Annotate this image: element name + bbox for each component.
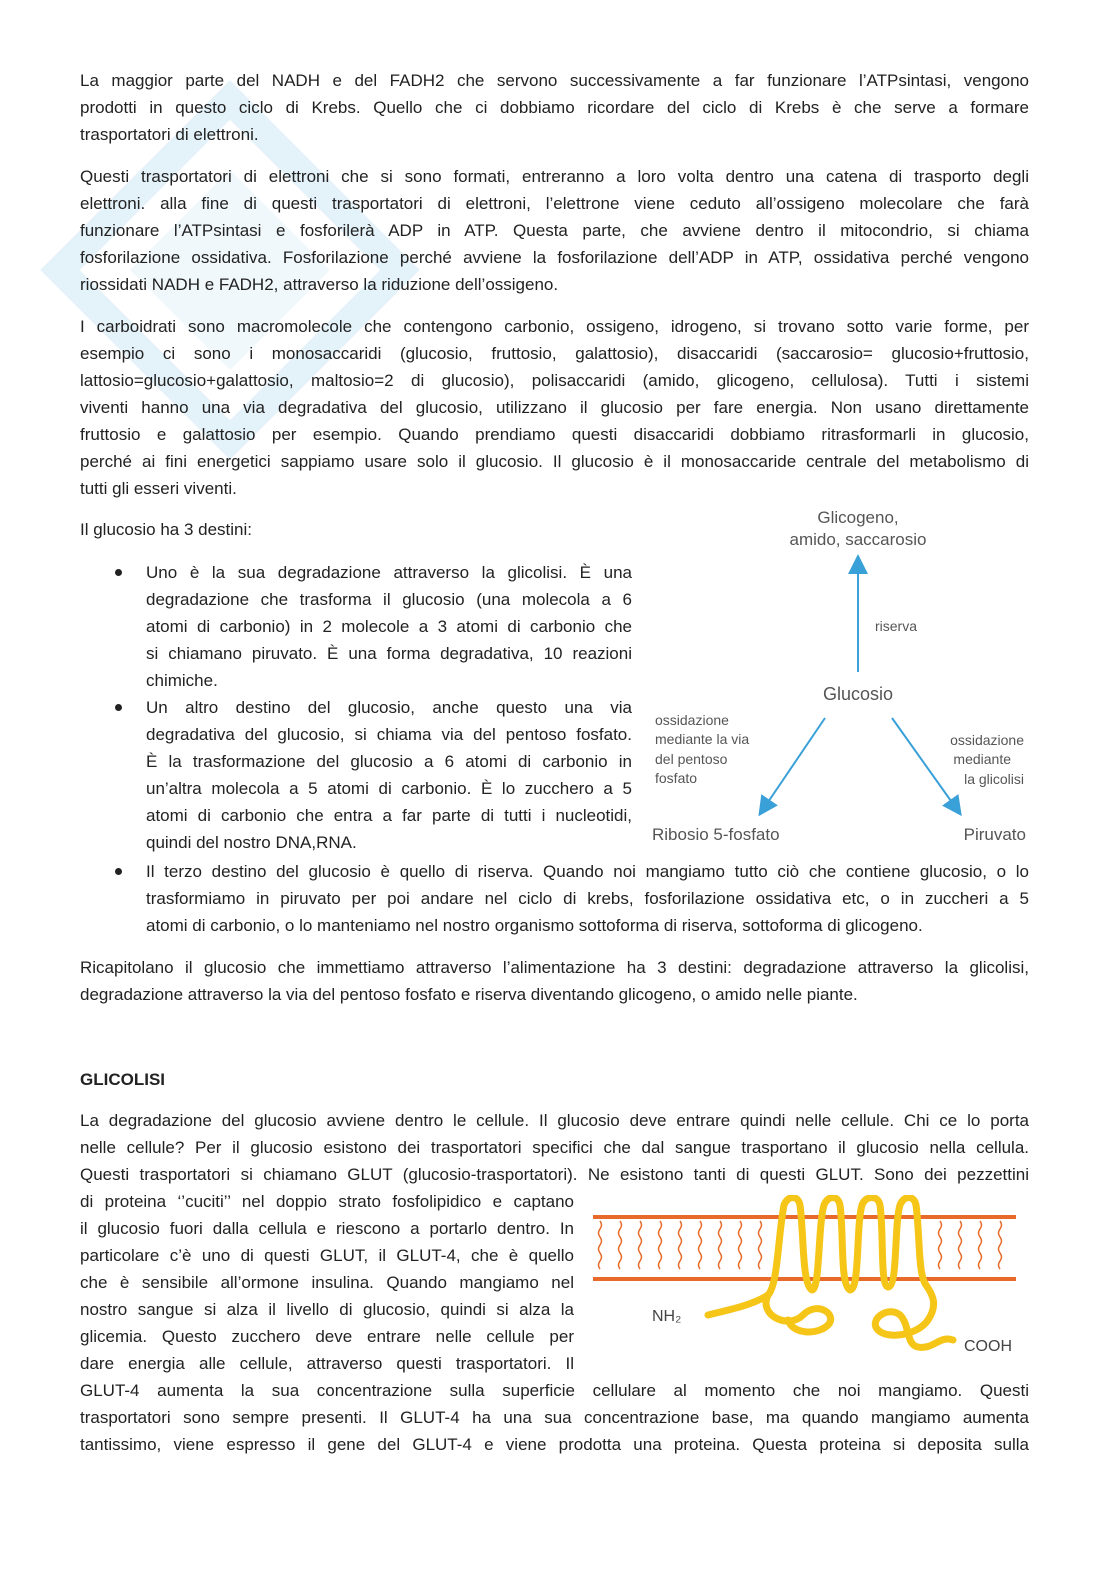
text-line: Un altro destino del glucosio, anche questo una via <box>146 698 632 717</box>
text-line: atomi di carbonio che entra a far parte di tutti i nucleotidi, <box>146 806 632 825</box>
diagram-right-label-1: mediante <box>953 751 1011 767</box>
text-line: trasportatori di elettroni. <box>80 125 259 144</box>
paragraph-glut-narrow <box>80 1188 574 1377</box>
paragraph-electron-transport <box>80 163 1029 298</box>
cooh-label: COOH <box>964 1338 1012 1355</box>
diagram-left-label-1: mediante la via <box>655 731 750 747</box>
diagram-right-label-0: ossidazione <box>950 732 1024 748</box>
text-line: atomi di carbonio) in 2 molecole a 3 atomi di carbonio che <box>146 617 632 636</box>
bullet-riserva <box>146 858 1029 939</box>
diagram-top-line1: Glicogeno, <box>817 508 899 527</box>
text-line: Ricapitolano il glucosio che immettiamo attraverso l’alimentazione ha 3 destini: degradazione attraverso la glicolisi, <box>80 958 1029 977</box>
paragraph-glut-intro <box>80 1107 1029 1188</box>
text-line: nelle cellule? Per il glucosio esistono dei trasportatori specifici che dal sangue trasportano il glucosio nella cellula. <box>80 1138 1029 1157</box>
bullet-marker <box>115 569 122 576</box>
text-line: quindi del nostro DNA,RNA. <box>146 833 357 852</box>
arrow-right-glicolisi <box>892 718 956 808</box>
text-line: dare energia alle cellule, attraverso questi trasportatori. Il <box>80 1354 574 1373</box>
glucose-fates-diagram <box>640 500 1040 845</box>
diagram-left-label-2: del pentoso <box>655 751 728 767</box>
diagram-riserva-label: riserva <box>875 618 918 634</box>
text-line: La degradazione del glucosio avviene dentro le cellule. Il glucosio deve entrare quindi nelle cellule. Chi ce lo porta <box>80 1111 1029 1130</box>
text-line: tantissimo, viene espresso il gene del GLUT-4 e viene prodotta una proteina. Questa proteina si deposita sulla <box>80 1435 1029 1454</box>
text-line: atomi di carbonio, o lo manteniamo nel nostro organismo sottoforma di riserva, sottoforma di glicogeno. <box>146 916 923 935</box>
paragraph-krebs <box>80 67 1029 148</box>
diagram-glucosio: Glucosio <box>822 684 894 704</box>
paragraph-glut4 <box>80 1377 1029 1458</box>
diagram-left-label-0: ossidazione <box>655 712 729 728</box>
text-line: si chiamano piruvato. È una forma degradativa, 10 reazioni <box>146 644 632 663</box>
text-line: che è sensibile all’ormone insulina. Quando mangiamo nel <box>80 1273 574 1292</box>
text-line: Questi trasportatori si chiamano GLUT (glucosio-trasportatori). Ne esistono tanti di questi GLUT. Sono dei pezzettini <box>80 1165 1029 1184</box>
section-heading-glicolisi: GLICOLISI <box>80 1070 165 1089</box>
arrow-left-pentoso <box>764 718 825 808</box>
text-line: riossidati NADH e FADH2, attraverso la riduzione dell’ossigeno. <box>80 275 559 294</box>
diagram-left-label-3: fosfato <box>655 770 698 786</box>
text-line: viventi hanno una via degradativa del glucosio, utilizzano il glucosio per fare energia. Non usano direttamente <box>80 398 1029 417</box>
diagram-left-product: Ribosio 5-fosfato <box>652 825 780 844</box>
text-line: funzionare l’ATPsintasi e fosforilerà ADP in ATP. Questa parte, che avviene dentro il mitocondrio, si chiama <box>80 221 1029 240</box>
paragraph-carboidrati <box>80 313 1029 502</box>
text-line: Uno è la sua degradazione attraverso la glicolisi. È una <box>146 563 632 582</box>
text-line: elettroni. alla fine di questi trasportatori di elettroni, l’elettrone viene ceduto all’ossigeno molecolare che farà <box>80 194 1029 213</box>
text-line: il glucosio fuori dalla cellula e riescono a portarlo dentro. In <box>80 1219 574 1238</box>
text-line: un’altra molecola a 5 atomi di carbonio. È lo zucchero a 5 <box>146 779 632 798</box>
nh2-label: NH₂ <box>652 1308 682 1325</box>
paragraph-ricapitolando <box>80 954 1029 1008</box>
text-line: I carboidrati sono macromolecole che contengono carbonio, ossigeno, idrogeno, si trovano sotto varie forme, per <box>80 317 1029 336</box>
text-line: degradativa del glucosio, si chiama via del pentoso fosfato. <box>146 725 632 744</box>
text-line: tutti gli esseri viventi. <box>80 479 237 498</box>
text-line: È la trasformazione del glucosio a 6 atomi di carbonio in <box>146 752 632 771</box>
text-line: fruttosio e galattosio per esempio. Quando prendiamo questi disaccaridi dobbiamo ritrasformarli in glucosio, <box>80 425 1029 444</box>
destini-intro: Il glucosio ha 3 destini: <box>80 520 252 539</box>
text-line: La maggior parte del NADH e del FADH2 che servono successivamente a far funzionare l’ATPsintasi, vengono <box>80 71 1029 90</box>
text-line: Questi trasportatori di elettroni che si sono formati, entreranno a loro volta dentro una catena di trasporto degli <box>80 167 1029 186</box>
text-line: Il terzo destino del glucosio è quello di riserva. Quando noi mangiamo tutto ciò che contiene glucosio, o lo <box>146 862 1029 881</box>
text-line: glicemia. Questo zucchero deve entrare nelle cellule per <box>80 1327 574 1346</box>
bullet-pentoso-fosfato <box>146 694 632 856</box>
text-line: perché ai fini energetici sappiamo usare solo il glucosio. Il glucosio è il monosaccaride centrale del metabolismo di <box>80 452 1029 471</box>
text-line: nostro sangue si alza il livello di glucosio, quindi si alza la <box>80 1300 574 1319</box>
glut-protein-loop <box>766 1295 831 1332</box>
text-line: degradazione attraverso la via del pentoso fosfato e riserva diventando glicogeno, o amido nelle piante. <box>80 985 858 1004</box>
text-line: fosforilazione ossidativa. Fosforilazione perché avviene la fosforilazione dell’ADP in ATP, ossidativa perché vengono <box>80 248 1029 267</box>
text-line: particolare c’è uno di questi GLUT, il GLUT-4, che è quello <box>80 1246 574 1265</box>
bullet-marker <box>115 704 122 711</box>
text-line: trasformiamo in piruvato per poi andare nel ciclo di krebs, fosforilazione ossidativa etc, o in zuccheri a 5 <box>146 889 1029 908</box>
text-line: trasportatori sono sempre presenti. Il GLUT-4 ha una sua concentrazione base, ma quando mangiamo aumenta <box>80 1408 1029 1427</box>
text-line: chimiche. <box>146 671 218 690</box>
diagram-top-line2: amido, saccarosio <box>789 530 927 549</box>
text-line: lattosio=glucosio+galattosio, maltosio=2 di glucosio), polisaccaridi (amido, glicogeno, cellulosa). Tutti i sistemi <box>80 371 1029 390</box>
text-line: GLUT-4 aumenta la sua concentrazione sulla superficie cellulare al momento che noi mangiamo. Questi <box>80 1381 1029 1400</box>
text-line: prodotti in questo ciclo di Krebs. Quello che ci dobbiamo ricordare del ciclo di Krebs è che serve a formare <box>80 98 1029 117</box>
bullet-marker <box>115 868 122 875</box>
glut-membrane-diagram <box>588 1195 1028 1365</box>
diagram-right-label-2: la glicolisi <box>964 771 1024 787</box>
text-line: degradazione che trasforma il glucosio (una molecola a 6 <box>146 590 632 609</box>
text-line: di proteina ‘’cuciti’’ nel doppio strato fosfolipidico e captano <box>80 1192 574 1211</box>
bullet-glicolisi <box>146 559 632 694</box>
diagram-right-product: Piruvato <box>963 825 1026 844</box>
text-line: esempio ci sono i monosaccaridi (glucosio, fruttosio, galattosio), disaccaridi (saccarosio= glucosio+fruttosio, <box>80 344 1029 363</box>
